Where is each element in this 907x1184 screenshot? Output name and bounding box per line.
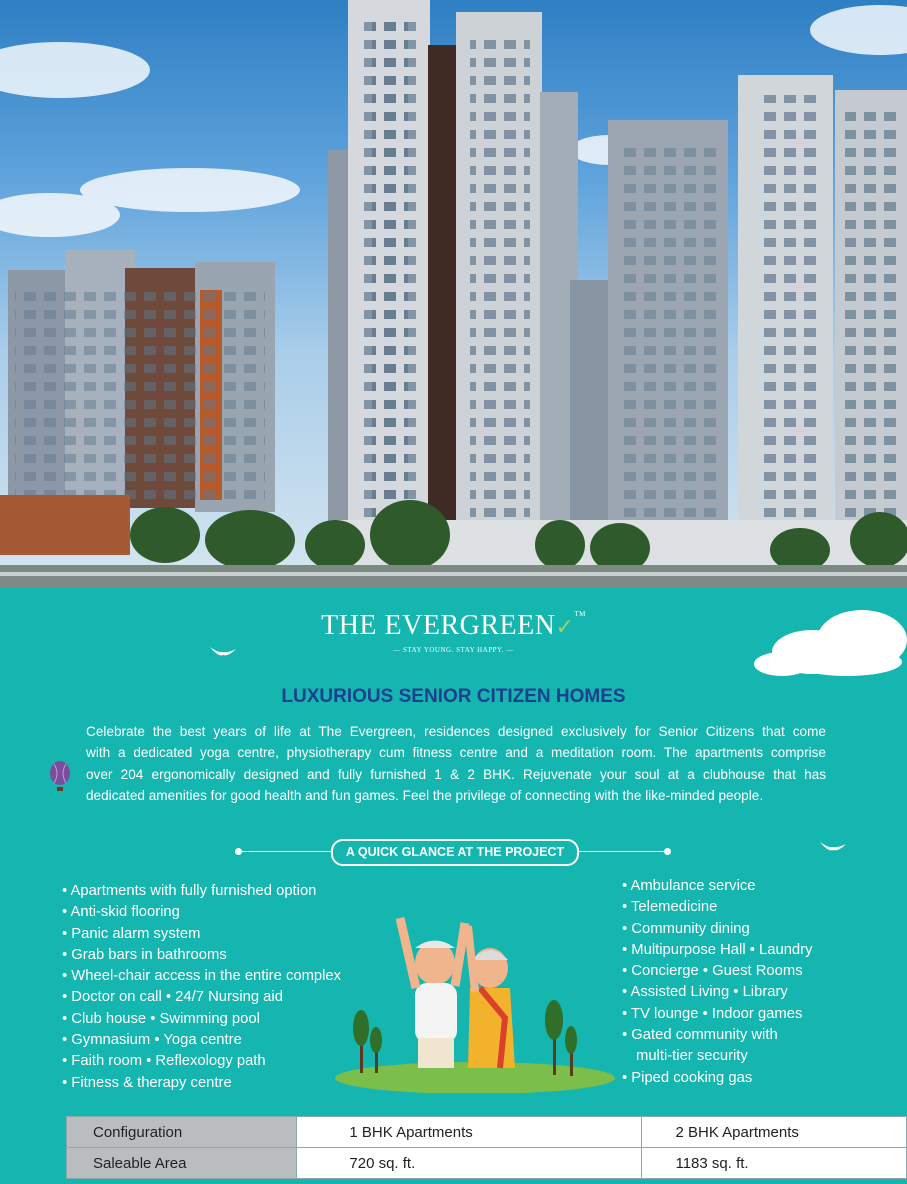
list-item: • Anti-skid flooring bbox=[62, 902, 341, 923]
divider-dot bbox=[664, 848, 671, 855]
hero-photo bbox=[0, 0, 907, 588]
table-row bbox=[67, 1148, 907, 1179]
list-item: • Fitness & therapy centre bbox=[62, 1073, 341, 1094]
section-heading: LUXURIOUS SENIOR CITIZEN HOMES bbox=[281, 686, 626, 707]
table-cell: 2 BHK Apartments bbox=[642, 1117, 907, 1148]
list-item: • Grab bars in bathrooms bbox=[62, 945, 341, 966]
trademark: TM bbox=[574, 610, 586, 618]
list-item: • Assisted Living • Library bbox=[622, 982, 813, 1003]
divider-line bbox=[576, 851, 666, 852]
config-table bbox=[66, 1116, 907, 1179]
hot-air-balloon-icon bbox=[48, 761, 72, 793]
list-item-continuation: multi-tier security bbox=[636, 1048, 748, 1065]
list-item: • Piped cooking gas bbox=[622, 1068, 813, 1089]
brand-logo bbox=[0, 610, 907, 654]
table-cell: 1183 sq. ft. bbox=[642, 1148, 907, 1179]
list-item: • Community dining bbox=[622, 919, 813, 940]
leaf-icon: ✓ bbox=[555, 614, 575, 639]
brand-name: THE EVERGREEN bbox=[321, 610, 556, 641]
list-item: • Concierge • Guest Rooms bbox=[622, 961, 813, 982]
table-cell: Saleable Area bbox=[67, 1148, 297, 1179]
intro-line: with a dedicated yoga centre, physiotherapy cum fitness centre and a meditation room. The apartments comprise bbox=[86, 745, 826, 761]
table-row bbox=[67, 1117, 907, 1148]
table-cell: 720 sq. ft. bbox=[297, 1148, 642, 1179]
table-cell: Configuration bbox=[67, 1117, 297, 1148]
list-item: • Wheel-chair access in the entire complex bbox=[62, 966, 341, 987]
features-left-list bbox=[62, 881, 341, 1094]
list-item: • Apartments with fully furnished option bbox=[62, 881, 341, 902]
list-item: • Ambulance service bbox=[622, 876, 813, 897]
intro-line: over 204 ergonomically designed and fully furnished 1 & 2 BHK. Rejuvenate your soul at a clubhouse that has bbox=[86, 766, 826, 782]
table-cell: 1 BHK Apartments bbox=[297, 1117, 642, 1148]
intro-paragraph bbox=[86, 721, 826, 807]
glance-badge: A QUICK GLANCE AT THE PROJECT bbox=[331, 839, 579, 866]
list-item: • Panic alarm system bbox=[62, 924, 341, 945]
list-item: • Doctor on call • 24/7 Nursing aid bbox=[62, 987, 341, 1008]
list-item: • Club house • Swimming pool bbox=[62, 1009, 341, 1030]
intro-line: dedicated amenities for good health and fun games. Feel the privilege of connecting with the like-minded people. bbox=[86, 788, 764, 804]
list-item: • Telemedicine bbox=[622, 897, 813, 918]
building-illustration bbox=[0, 0, 907, 588]
list-item: • Faith room • Reflexology path bbox=[62, 1051, 341, 1072]
brand-tagline: — STAY YOUNG. STAY HAPPY. — bbox=[393, 646, 514, 654]
seniors-illustration bbox=[330, 908, 620, 1093]
intro-line: Celebrate the best years of life at The Evergreen, residences designed exclusively for Senior Citizens that come bbox=[86, 724, 826, 739]
features-right-list bbox=[622, 876, 813, 1089]
info-panel bbox=[0, 588, 907, 1184]
list-item: • Gymnasium • Yoga centre bbox=[62, 1030, 341, 1051]
list-item: • Multipurpose Hall • Laundry bbox=[622, 940, 813, 961]
list-item: • Gated community with bbox=[622, 1025, 813, 1046]
divider-line bbox=[240, 851, 332, 852]
list-item: • TV lounge • Indoor games bbox=[622, 1004, 813, 1025]
bird-icon bbox=[818, 838, 848, 858]
